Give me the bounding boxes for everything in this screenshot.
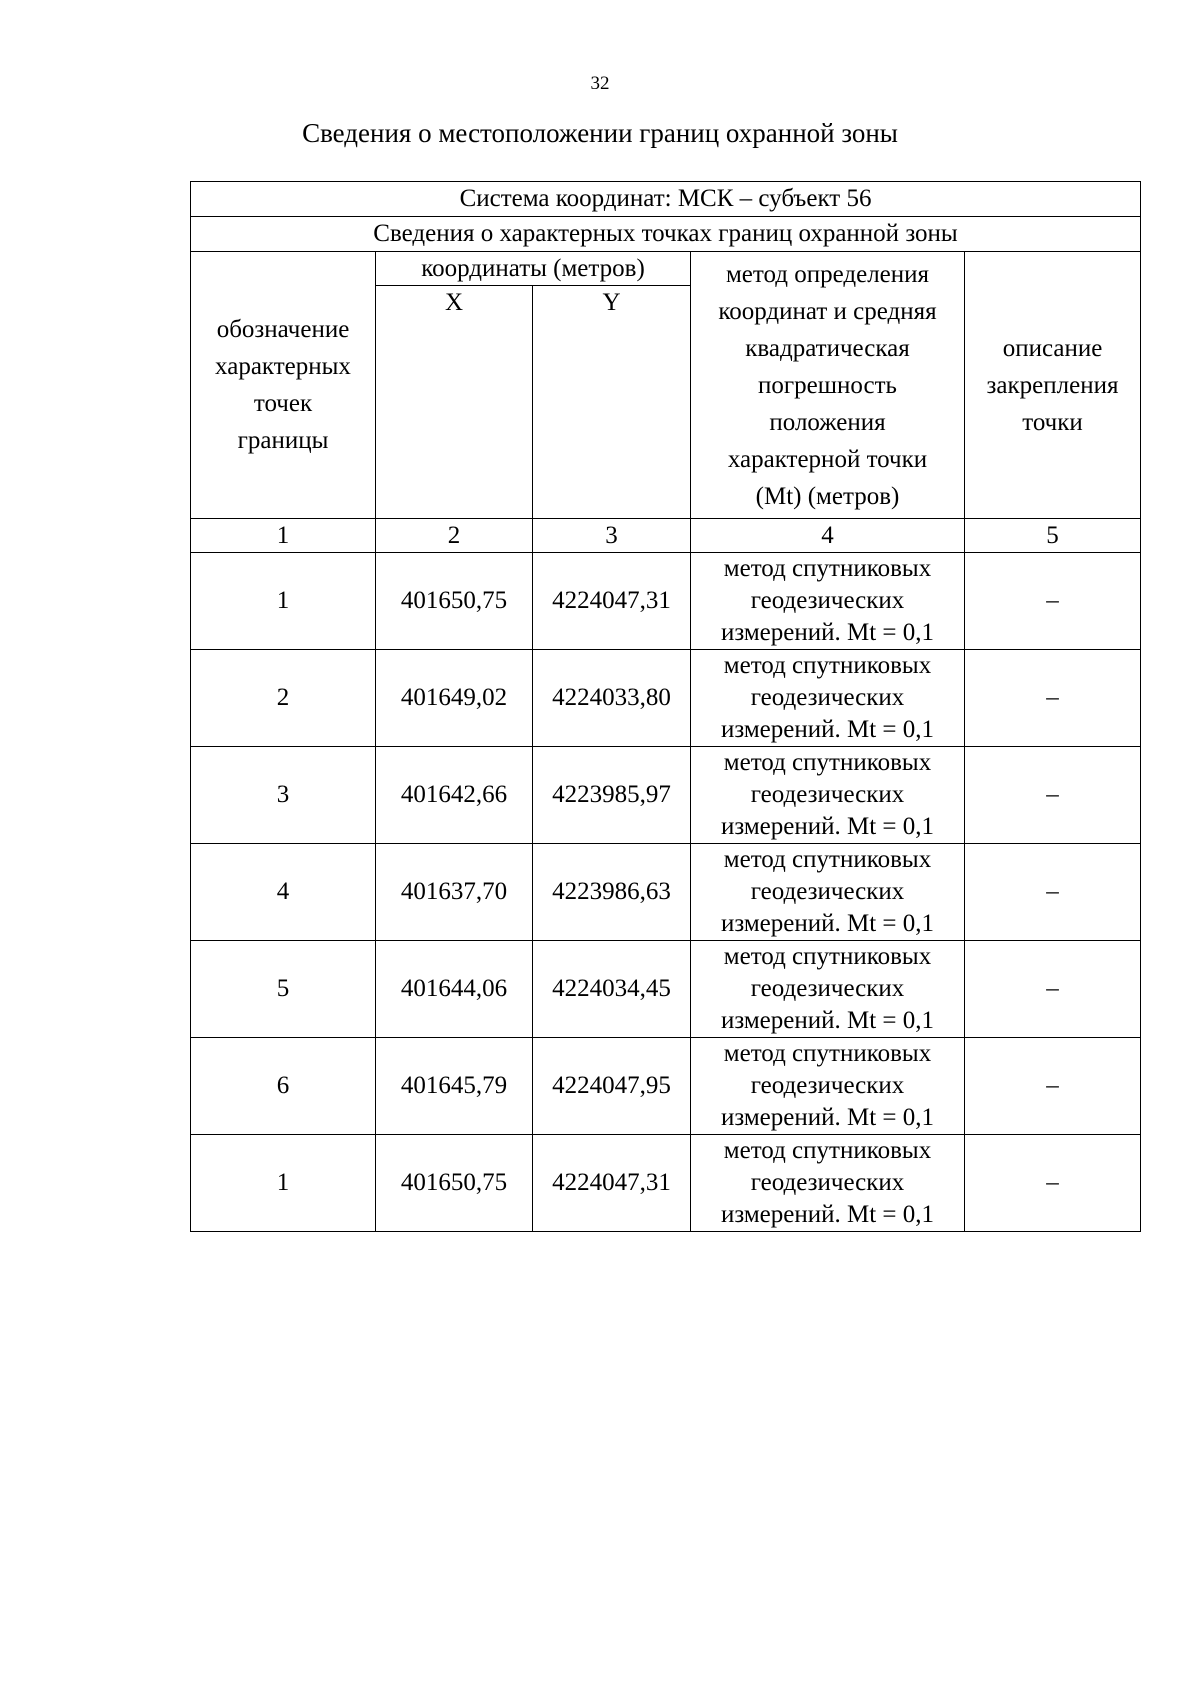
method-line: метод спутниковых <box>723 652 932 679</box>
table-row <box>191 747 1141 844</box>
cell-y: 4224033,80 <box>533 650 691 747</box>
cell-fixing: – <box>965 941 1141 1038</box>
cell-point: 3 <box>191 747 376 844</box>
method-line: геодезических <box>750 1072 905 1099</box>
header-point-line: обозначение <box>216 316 350 343</box>
header-method-line: характерной точки <box>727 445 928 473</box>
cell-fixing: – <box>965 650 1141 747</box>
coord-system-row <box>191 182 1141 217</box>
cell-point: 6 <box>191 1038 376 1135</box>
cell-method <box>691 844 965 941</box>
header-x: X <box>376 286 533 519</box>
table-subtitle-cell: Сведения о характерных точках границ охранной зоны <box>191 217 1141 252</box>
method-line: метод спутниковых <box>723 943 932 970</box>
header-point <box>191 252 376 519</box>
cell-method <box>691 1038 965 1135</box>
cell-y: 4224047,31 <box>533 1135 691 1232</box>
method-line: геодезических <box>750 684 905 711</box>
header-fixing-line: закрепления <box>986 371 1119 399</box>
cell-fixing: – <box>965 844 1141 941</box>
table-row <box>191 844 1141 941</box>
cell-y: 4224034,45 <box>533 941 691 1038</box>
header-fixing-line: описание <box>1002 334 1103 362</box>
page-number: 32 <box>590 73 610 94</box>
method-line: измерений. Mt = 0,1 <box>720 813 935 840</box>
method-line: геодезических <box>750 1169 905 1196</box>
header-method-line: координат и средняя <box>718 297 937 325</box>
header-coords: координаты (метров) <box>376 252 691 286</box>
cell-fixing: – <box>965 1135 1141 1232</box>
header-method <box>691 252 965 519</box>
cell-method <box>691 747 965 844</box>
header-method-line: квадратическая <box>745 334 910 362</box>
coord-system-cell: Система координат: МСК – субъект 56 <box>191 182 1141 217</box>
method-line: метод спутниковых <box>723 1040 932 1067</box>
header-row <box>191 252 1141 286</box>
header-method-line: погрешность <box>758 371 897 399</box>
table-row <box>191 650 1141 747</box>
cell-x: 401637,70 <box>376 844 533 941</box>
cell-x: 401642,66 <box>376 747 533 844</box>
cell-method <box>691 1135 965 1232</box>
header-point-line: границы <box>237 427 329 454</box>
table-row <box>191 553 1141 650</box>
header-y: Y <box>533 286 691 519</box>
cell-point: 4 <box>191 844 376 941</box>
cell-point: 5 <box>191 941 376 1038</box>
cell-y: 4223986,63 <box>533 844 691 941</box>
method-line: геодезических <box>750 975 905 1002</box>
cell-x: 401649,02 <box>376 650 533 747</box>
header-point-line: точек <box>253 390 313 417</box>
cell-method <box>691 941 965 1038</box>
method-line: измерений. Mt = 0,1 <box>720 1104 935 1131</box>
column-number: 3 <box>533 519 691 553</box>
cell-fixing: – <box>965 553 1141 650</box>
header-method-line: метод определения <box>725 260 930 288</box>
method-line: метод спутниковых <box>723 846 932 873</box>
cell-method <box>691 650 965 747</box>
header-method-line: положения <box>769 408 886 436</box>
cell-fixing: – <box>965 747 1141 844</box>
header-fixing <box>965 252 1141 519</box>
cell-point: 1 <box>191 1135 376 1232</box>
cell-fixing: – <box>965 1038 1141 1135</box>
cell-y: 4224047,95 <box>533 1038 691 1135</box>
method-line: метод спутниковых <box>723 1137 932 1164</box>
column-number: 1 <box>191 519 376 553</box>
method-line: геодезических <box>750 781 905 808</box>
method-line: геодезических <box>750 587 905 614</box>
table-row <box>191 941 1141 1038</box>
cell-point: 1 <box>191 553 376 650</box>
table-row <box>191 1038 1141 1135</box>
method-line: измерений. Mt = 0,1 <box>720 1201 935 1228</box>
cell-x: 401650,75 <box>376 1135 533 1232</box>
cell-point: 2 <box>191 650 376 747</box>
header-method-line: (Mt) (метров) <box>755 482 900 510</box>
method-line: измерений. Mt = 0,1 <box>720 910 935 937</box>
subtitle-row <box>191 217 1141 252</box>
method-line: измерений. Mt = 0,1 <box>720 619 935 646</box>
method-line: метод спутниковых <box>723 555 932 582</box>
method-line: метод спутниковых <box>723 749 932 776</box>
document-title: Сведения о местоположении границ охранной зоны <box>302 118 898 148</box>
table-row <box>191 1135 1141 1232</box>
method-line: измерений. Mt = 0,1 <box>720 1007 935 1034</box>
cell-y: 4223985,97 <box>533 747 691 844</box>
method-line: геодезических <box>750 878 905 905</box>
column-number: 5 <box>965 519 1141 553</box>
column-number: 2 <box>376 519 533 553</box>
method-line: измерений. Mt = 0,1 <box>720 716 935 743</box>
cell-y: 4224047,31 <box>533 553 691 650</box>
column-numbers-row <box>191 519 1141 553</box>
cell-x: 401644,06 <box>376 941 533 1038</box>
column-number: 4 <box>691 519 965 553</box>
header-point-line: характерных <box>215 353 351 380</box>
header-fixing-line: точки <box>1022 408 1083 436</box>
boundary-points-table <box>190 181 1141 1232</box>
cell-method <box>691 553 965 650</box>
cell-x: 401650,75 <box>376 553 533 650</box>
cell-x: 401645,79 <box>376 1038 533 1135</box>
